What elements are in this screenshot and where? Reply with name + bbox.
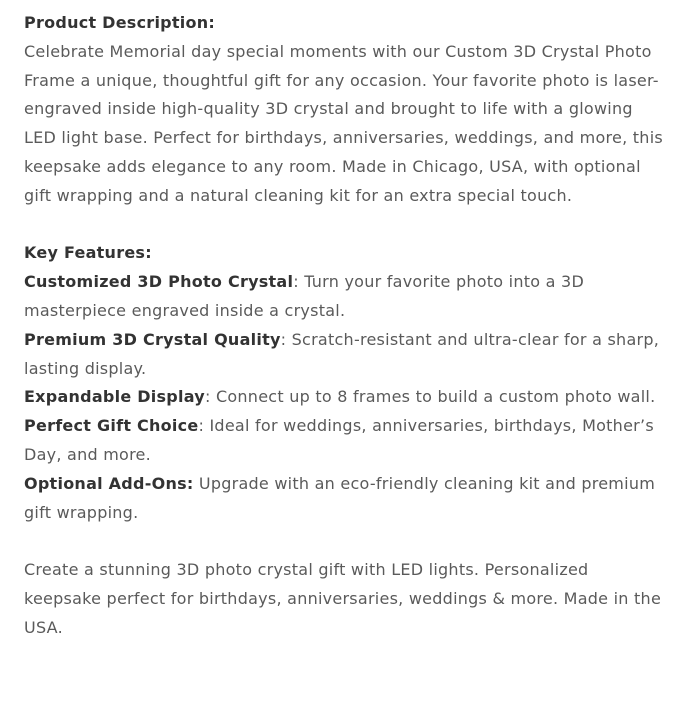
feature-label: Customized 3D Photo Crystal — [24, 272, 294, 292]
feature-item — [24, 412, 664, 470]
product-description-section — [24, 9, 664, 643]
feature-text: : Scratch-resistant and ultra-clear for a sharp, lasting display. — [24, 329, 660, 378]
feature-label: Expandable Display — [24, 387, 205, 407]
features-heading-block — [24, 239, 664, 268]
closing-paragraph: Create a stunning 3D photo crystal gift with LED lights. Personalized keepsake perfect for birthdays, anniversaries, weddings & more. Made in the USA. — [24, 560, 662, 637]
feature-text: : Ideal for weddings, anniversaries, birthdays, Mother’s Day, and more. — [24, 416, 654, 464]
description-heading: Product Description: — [24, 13, 216, 32]
feature-label: Perfect Gift Choice — [24, 416, 199, 436]
feature-text: Upgrade with an eco-friendly cleaning kit and premium gift wrapping. — [24, 473, 656, 522]
description-block — [24, 9, 664, 211]
feature-item — [24, 326, 664, 384]
feature-text: : Turn your favorite photo into a 3D masterpiece engraved inside a crystal. — [24, 272, 585, 320]
feature-text: : Connect up to 8 frames to build a custom photo wall. — [204, 387, 656, 407]
feature-item — [24, 383, 664, 412]
feature-label: Premium 3D Crystal Quality — [24, 329, 281, 349]
spacer — [24, 211, 664, 240]
feature-item — [24, 470, 664, 528]
feature-label: Optional Add-Ons: — [24, 473, 194, 493]
spacer — [24, 527, 664, 556]
features-heading: Key Features: — [24, 243, 152, 263]
description-text: Celebrate Memorial day special moments with our Custom 3D Crystal Photo Frame a unique, thoughtful gift for any occasion. Your favorite photo is laser-engraved inside high-quality 3D crystal and brought to life with a glowing LED light base. Perfect for birthdays, anniversaries, weddings, and more, this keepsake adds elegance to any room. Made in Chicago, USA, with optional gift wrapping and a natural cleaning kit for an extra special touch. — [24, 41, 663, 205]
feature-item — [24, 268, 664, 326]
